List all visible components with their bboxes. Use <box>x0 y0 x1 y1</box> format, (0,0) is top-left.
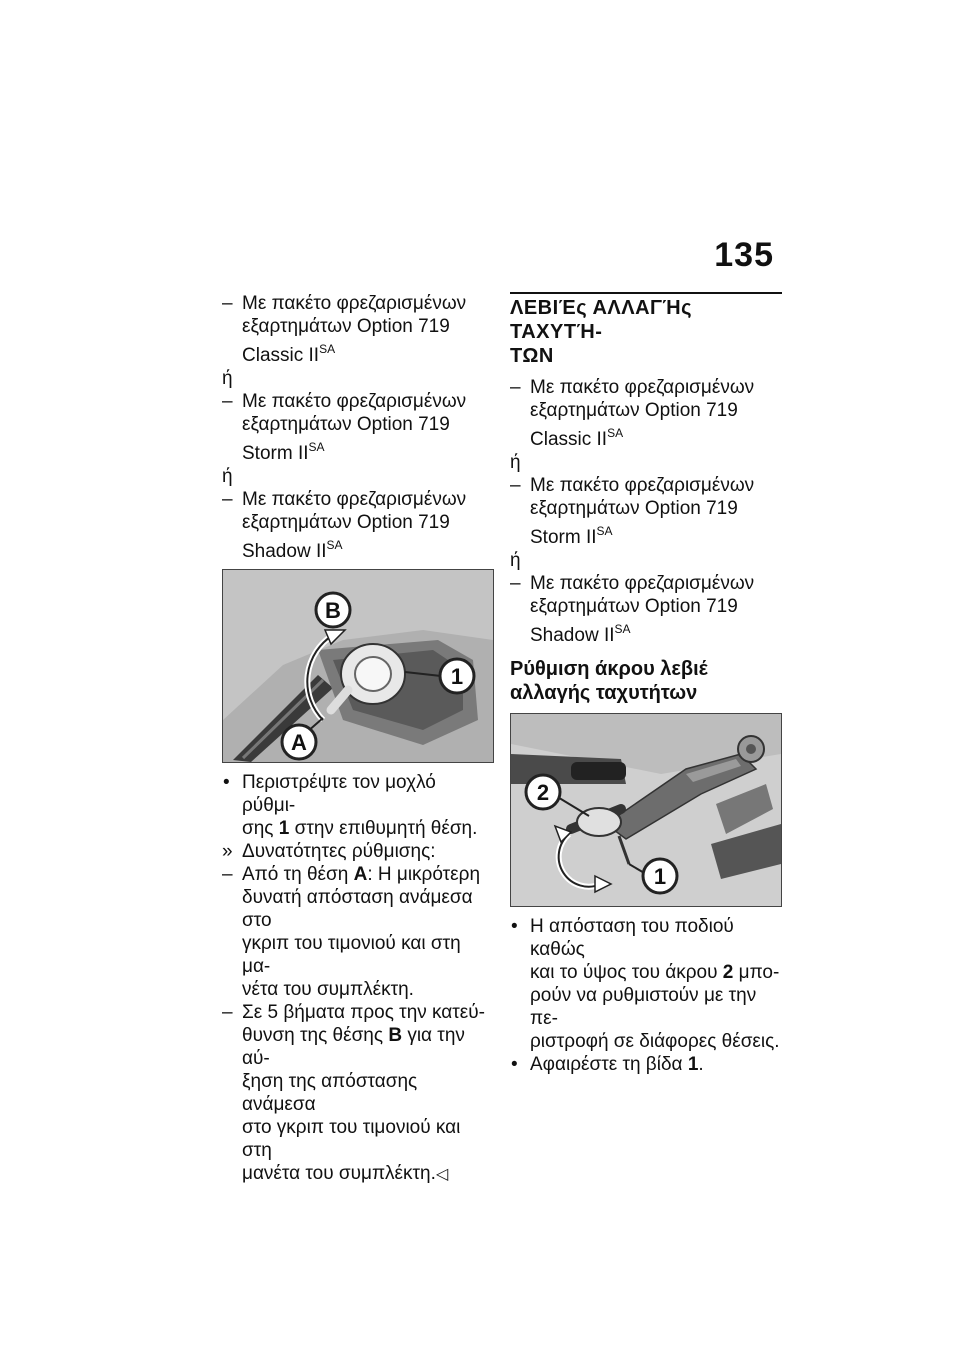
step-rotate-lever: • Περιστρέψτε τον μοχλό ρύθμι- σης 1 στην επιθυμητή θέση. <box>222 771 494 840</box>
or-word: ή <box>510 452 521 473</box>
clutch-lever-illustration <box>223 570 493 762</box>
adjustment-option-a: – Από τη θέση A: Η μικρότερη δυνατή απόσταση ανάμεσα στο γκριπ του τιμονιού και στη μα- νέτα του συμπλέκτη. <box>222 863 494 1001</box>
option-shadow: – Με πακέτο φρεζαρισμένων εξαρτημάτων Option 719 Shadow $II^{SA}$ <box>510 572 782 647</box>
option-shadow: – Με πακέτο φρεζαρισμένων εξαρτημάτων Option 719 Shadow $II^{SA}$ <box>222 488 494 563</box>
figure-label-2: 2 <box>536 780 550 805</box>
result-adjustment-options: » Δυνατότητες ρύθμισης: <box>222 840 494 863</box>
figure-label-a: A <box>291 730 307 755</box>
or-word: ή <box>510 550 521 571</box>
option-classic: – Με πακέτο φρεζαρισμένων εξαρτημάτων Option 719 Classic $II^{SA}$ <box>510 376 782 451</box>
option-storm: – Με πακέτο φρεζαρισμένων εξαρτημάτων Option 719 Storm $II^{SA}$ <box>510 474 782 549</box>
or-word: ή <box>222 466 233 487</box>
option-storm: – Με πακέτο φρεζαρισμένων εξαρτημάτων Option 719 Storm $II^{SA}$ <box>222 390 494 465</box>
option-classic: – Με πακέτο φρεζαρισμένων εξαρτημάτων Option 719 Classic $II^{SA}$ <box>222 292 494 367</box>
left-column <box>222 292 494 1186</box>
page-number: 135 <box>714 236 774 274</box>
bullet-remove-screw: • Αφαιρέστε τη βίδα 1. <box>510 1053 782 1076</box>
adjustment-option-b: – Σε 5 βήματα προς την κατεύ- θυνση της θέσης B για την αύ- ξηση της απόστασης ανάμεσα στο γκριπ του τιμονιού και στη μανέτα του συμπλέκτη.◁ <box>222 1001 494 1186</box>
shift-lever-figure <box>510 713 782 907</box>
figure-label-1: 1 <box>653 864 667 889</box>
sub-title: Ρύθμιση άκρου λεβιέ αλλαγής ταχυτήτων <box>510 658 708 704</box>
figure-label-1: 1 <box>450 664 464 689</box>
bullet-adjust-tip: • Η απόσταση του ποδιού καθώς και το ύψος του άκρου 2 μπο- ρούν να ρυθμιστούν με την πε- ριστροφή σε διάφορες θέσεις. <box>510 915 782 1053</box>
shift-lever-illustration <box>511 714 781 906</box>
or-word: ή <box>222 368 233 389</box>
section-title: ΛΕΒΙΈς ΑΛΛΑΓΉς ΤΑΧΥΤΉ- ΤΩΝ <box>510 292 782 368</box>
right-column <box>510 292 782 1076</box>
clutch-lever-figure <box>222 569 494 763</box>
end-mark-icon: ◁ <box>435 1166 449 1183</box>
figure-label-b: B <box>325 598 341 623</box>
